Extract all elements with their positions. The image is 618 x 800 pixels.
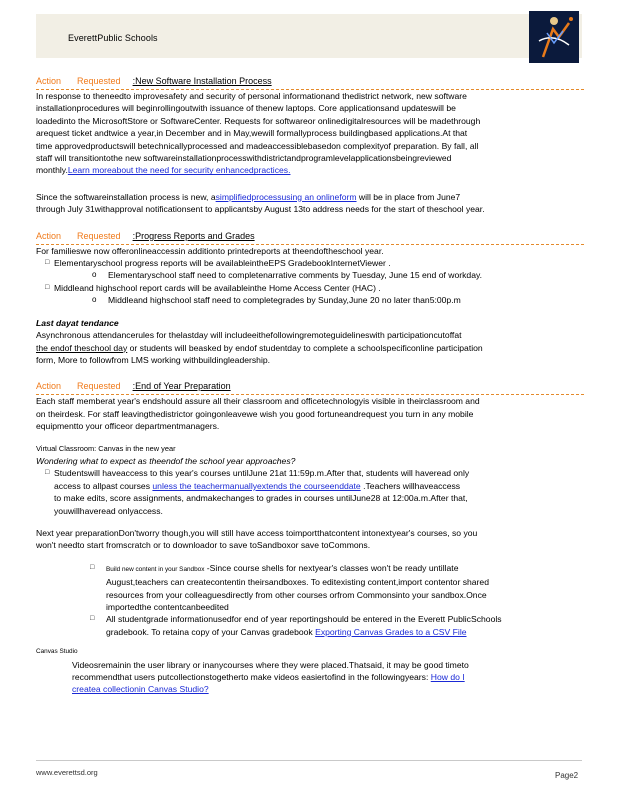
text-fragment: Build new content in your Sandbox — [106, 565, 205, 573]
text-line — [36, 342, 584, 354]
text-fragment: Middleand highschool report cards will be availableinthe Home Access Center (HAC) . — [54, 282, 381, 293]
requested-label: Requested — [77, 230, 121, 241]
square-bullet-icon: □ — [90, 563, 95, 571]
list-item — [36, 294, 584, 306]
circle-bullet-icon: o — [92, 270, 97, 280]
text-line: All studentgrade informationusedfor end of year reportingshould be entered in the Everett PublicSchools — [106, 614, 502, 625]
text-line: to make edits, score assignments, andmakechanges to grades in courses untilJune28 at 12:00a.m.After that, — [54, 493, 468, 504]
text-line: form, More to followfrom LMS working withbuildingleadership. — [36, 354, 271, 365]
text-fragment: Elementaryschool progress reports will be availableintheEPS GradebookInternetViewer . — [54, 258, 391, 269]
text-fragment: -Since course shells for nextyear's classes won't be ready untillate — [204, 562, 459, 573]
text-line: installationprocedures will beginrollingoutwith issuance of thenew laptops. Core applicationsand updateswill be — [36, 103, 456, 114]
section-heading-software — [36, 75, 584, 87]
spacer — [36, 433, 584, 443]
list-item — [36, 257, 584, 269]
page-content — [36, 75, 584, 696]
list-item — [36, 282, 584, 294]
text-line: time approvedproductswill betechnicallyprocessed and madeaccessiblebasedon complexityof preparation. By fall, all — [36, 140, 479, 151]
text-line — [36, 191, 584, 203]
spacer — [36, 366, 584, 380]
requested-label: Requested — [77, 76, 121, 86]
list-item — [36, 613, 584, 638]
text-fragment: recommendthat users putcollectionstogetherto make videos easiertofind in the followingyears: — [72, 672, 431, 683]
text-line — [72, 671, 584, 683]
section-title: :New Software Installation Process — [132, 76, 272, 86]
text-fragment: Middleand highschool staff need to completegrades by Sunday,June 20 no later than5:00p.m — [108, 295, 461, 306]
studio-paragraph — [36, 659, 584, 696]
text-line — [54, 480, 584, 492]
spacer — [36, 552, 584, 562]
page-number: Page2 — [555, 771, 579, 780]
text-line: Studentswill haveaccess to this year's courses untilJune 21at 11:59p.m.After that, students will haveread only — [54, 468, 470, 479]
text-fragment: monthly. — [36, 165, 68, 176]
text-line — [106, 626, 584, 638]
text-line: Asynchronous attendancerules for thelastday will includeeithefollowingremoteguidelineswith participationcutoffat — [36, 330, 462, 341]
text-line: Each staff memberat year's endshould assure all their classroom and officetechnologyis visible in theirclassroom and — [36, 396, 480, 407]
section-title: :End of Year Preparation — [132, 381, 231, 392]
circle-bullet-icon: o — [92, 295, 97, 305]
text-line: arequest ticket andtwice a year,in December and in May,wewill formallyprocess buildingbased applications.At that — [36, 128, 468, 139]
export-grades-link[interactable]: Exporting Canvas Grades to a CSV File — [315, 626, 467, 637]
studio-collection-link-2[interactable]: createa collectionin Canvas Studio? — [72, 684, 209, 695]
studio-collection-link[interactable]: How do I — [430, 672, 465, 683]
list-item — [36, 562, 584, 614]
text-line: staff will transitiontothe new softwareinstallationprocesswithdistrictandprogramlevelapplicationsbeingreviewed — [36, 153, 452, 164]
square-bullet-icon: □ — [90, 615, 95, 623]
text-fragment: Elementaryschool staff need to completenarrative comments by Tuesday, June 15 end of workday. — [108, 270, 483, 281]
text-fragment: .Teachers willhaveaccess — [360, 480, 461, 491]
extend-course-link[interactable]: unless the teachermanuallyextends the courseenddate — [152, 480, 361, 491]
text-fragment: the endof theschool day — [36, 342, 128, 353]
text-line: youwillhaveread onlyaccess. — [54, 505, 163, 516]
text-fragment: access to allpast courses — [54, 480, 153, 491]
square-bullet-icon: □ — [45, 469, 50, 477]
software-paragraph — [36, 90, 584, 177]
text-line: Next year preparationDon'tworry though,you will still have access toimportthatcontent intonextyear's courses, so you — [36, 527, 478, 538]
square-bullet-icon: □ — [45, 283, 50, 291]
spacer — [36, 517, 584, 527]
text-line: importedthe contentcanbeedited — [106, 602, 229, 612]
footer-divider — [36, 760, 582, 761]
action-label: Action — [36, 230, 62, 241]
text-fragment: gradebook. To retaina copy of your Canvas gradebook — [106, 626, 316, 637]
text-fragment: will be in place from June7 — [356, 191, 461, 202]
subheading: Canvas Studio — [36, 648, 78, 656]
text-line: In response to theneedto improvesafety and security of personal informationand thedistrict network, new software — [36, 91, 467, 101]
text-line: Wondering what to expect as theendof the school year approaches? — [36, 455, 296, 466]
software-paragraph-2 — [36, 191, 584, 216]
action-label: Action — [36, 76, 62, 86]
spacer — [36, 638, 584, 646]
section-heading-grades — [36, 230, 584, 242]
section-heading-end-of-year — [36, 380, 584, 392]
action-label: Action — [36, 381, 62, 392]
text-line: For familieswe now offeronlineaccessin additionto printedreports at theendoftheschool year. — [36, 245, 384, 256]
school-name: EverettPublic Schools — [68, 33, 158, 43]
text-line — [36, 164, 584, 176]
requested-label: Requested — [77, 381, 121, 392]
list-item — [36, 467, 584, 517]
text-line: equipmentto your officeor departmentmanagers. — [36, 421, 220, 432]
everett-logo-icon — [529, 11, 579, 63]
text-line: August,teachers can createcontentin theirsandboxes. To editexisting content,import contentor shared — [106, 577, 489, 588]
text-line — [106, 562, 584, 576]
spacer — [36, 177, 584, 191]
text-line: won't needto start fromscratch or to downloador to save toSandboxor save toCommons. — [36, 540, 371, 551]
text-line — [72, 683, 584, 695]
text-fragment: or students will beasked by endof studentday to complete a schoolspecificonline participation — [127, 342, 483, 353]
text-line: resources from your colleaguesdirectly from other courses orfrom Commonsinto your sandbox.Once — [106, 589, 487, 600]
list-item — [36, 269, 584, 281]
text-line: Videosremainin the user library or inanycourses where they were placed.Thatsaid, it may be good timeto — [72, 659, 469, 670]
text-line: on theirdesk. For staff leavingthedistrictor goingonleavewe wish you good fortuneandrequest you turn in any mobile — [36, 408, 474, 419]
learn-more-link[interactable]: Learn moreabout the need for security enhancedpractices. — [67, 165, 291, 176]
online-form-link[interactable]: simplifiedprocessusing an onlineform — [215, 191, 357, 202]
subheading: Last dayat tendance — [36, 317, 119, 328]
spacer — [36, 216, 584, 230]
text-line: through July 31withapproval notificationsent to applicantsby August 13to address needs for the start of theschool year. — [36, 204, 485, 215]
spacer — [36, 307, 584, 317]
text-line: loadedinto the MicrosoftStore or SoftwareCenter. Requests for softwareor onlinedigitalresources will be madethrough — [36, 115, 481, 126]
section-title: :Progress Reports and Grades — [132, 230, 255, 241]
footer-url: www.everettsd.org — [36, 768, 98, 777]
text-fragment: Since the softwareinstallation process is new, a — [36, 191, 216, 202]
square-bullet-icon: □ — [45, 259, 50, 267]
subheading: Virtual Classroom: Canvas in the new year — [36, 443, 176, 453]
